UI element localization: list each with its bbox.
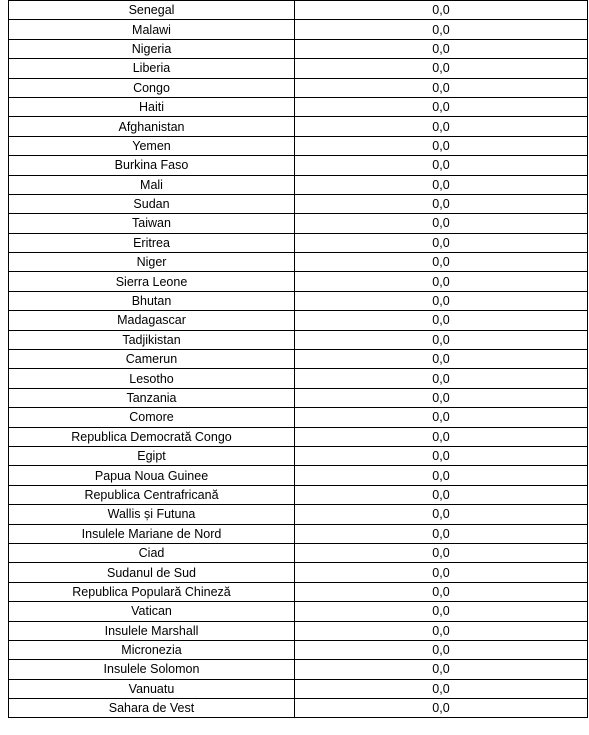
table-row [9,39,588,58]
country-cell: Camerun [9,350,295,369]
value-cell: 0,0 [295,388,588,407]
country-cell: Sudan [9,194,295,213]
country-cell: Lesotho [9,369,295,388]
value-cell: 0,0 [295,1,588,20]
value-cell: 0,0 [295,59,588,78]
table-row [9,621,588,640]
country-cell: Insulele Marshall [9,621,295,640]
table-row [9,291,588,310]
country-cell: Nigeria [9,39,295,58]
table-row [9,602,588,621]
value-cell: 0,0 [295,660,588,679]
value-cell: 0,0 [295,97,588,116]
country-cell: Yemen [9,136,295,155]
value-cell: 0,0 [295,20,588,39]
country-cell: Madagascar [9,311,295,330]
country-cell: Congo [9,78,295,97]
country-cell: Liberia [9,59,295,78]
table-body [9,1,588,718]
table-row [9,253,588,272]
value-cell: 0,0 [295,233,588,252]
value-cell: 0,0 [295,330,588,349]
country-cell: Senegal [9,1,295,20]
country-cell: Insulele Solomon [9,660,295,679]
value-cell: 0,0 [295,699,588,718]
value-cell: 0,0 [295,136,588,155]
value-cell: 0,0 [295,524,588,543]
value-cell: 0,0 [295,39,588,58]
value-cell: 0,0 [295,194,588,213]
table-row [9,350,588,369]
value-cell: 0,0 [295,543,588,562]
table-row [9,330,588,349]
table-row [9,408,588,427]
country-cell: Sudanul de Sud [9,563,295,582]
table-row [9,524,588,543]
value-cell: 0,0 [295,175,588,194]
value-cell: 0,0 [295,156,588,175]
value-cell: 0,0 [295,427,588,446]
value-cell: 0,0 [295,272,588,291]
country-cell: Sierra Leone [9,272,295,291]
value-cell: 0,0 [295,582,588,601]
table-row [9,136,588,155]
value-cell: 0,0 [295,446,588,465]
country-cell: Republica Democrată Congo [9,427,295,446]
table-row [9,485,588,504]
country-cell: Micronezia [9,640,295,659]
value-cell: 0,0 [295,214,588,233]
value-cell: 0,0 [295,679,588,698]
country-cell: Comore [9,408,295,427]
value-cell: 0,0 [295,602,588,621]
country-cell: Vatican [9,602,295,621]
country-cell: Tanzania [9,388,295,407]
table-row [9,466,588,485]
table-row [9,59,588,78]
country-cell: Niger [9,253,295,272]
table-row [9,311,588,330]
table-row [9,582,588,601]
value-cell: 0,0 [295,369,588,388]
country-cell: Papua Noua Guinee [9,466,295,485]
country-table [8,0,588,718]
country-cell: Tadjikistan [9,330,295,349]
country-cell: Republica Centrafricană [9,485,295,504]
table-row [9,679,588,698]
table-row [9,369,588,388]
table-row [9,1,588,20]
table-row [9,20,588,39]
table-row [9,194,588,213]
table-row [9,505,588,524]
table-row [9,699,588,718]
value-cell: 0,0 [295,78,588,97]
value-cell: 0,0 [295,621,588,640]
country-cell: Ciad [9,543,295,562]
country-cell: Vanuatu [9,679,295,698]
country-cell: Malawi [9,20,295,39]
country-cell: Republica Populară Chineză [9,582,295,601]
table-row [9,543,588,562]
country-cell: Mali [9,175,295,194]
country-cell: Bhutan [9,291,295,310]
country-cell: Taiwan [9,214,295,233]
value-cell: 0,0 [295,640,588,659]
country-cell: Haiti [9,97,295,116]
table-row [9,175,588,194]
table-row [9,97,588,116]
country-cell: Afghanistan [9,117,295,136]
table-row [9,214,588,233]
country-cell: Wallis și Futuna [9,505,295,524]
value-cell: 0,0 [295,408,588,427]
country-cell: Egipt [9,446,295,465]
table-row [9,427,588,446]
table-row [9,272,588,291]
table-row [9,660,588,679]
value-cell: 0,0 [295,485,588,504]
value-cell: 0,0 [295,291,588,310]
table-row [9,563,588,582]
value-cell: 0,0 [295,253,588,272]
table-row [9,117,588,136]
table-row [9,446,588,465]
value-cell: 0,0 [295,466,588,485]
country-cell: Insulele Mariane de Nord [9,524,295,543]
table-row [9,233,588,252]
table-row [9,388,588,407]
table-row [9,156,588,175]
value-cell: 0,0 [295,505,588,524]
value-cell: 0,0 [295,563,588,582]
value-cell: 0,0 [295,117,588,136]
value-cell: 0,0 [295,350,588,369]
table-row [9,78,588,97]
country-cell: Eritrea [9,233,295,252]
country-cell: Sahara de Vest [9,699,295,718]
country-cell: Burkina Faso [9,156,295,175]
table-row [9,640,588,659]
value-cell: 0,0 [295,311,588,330]
